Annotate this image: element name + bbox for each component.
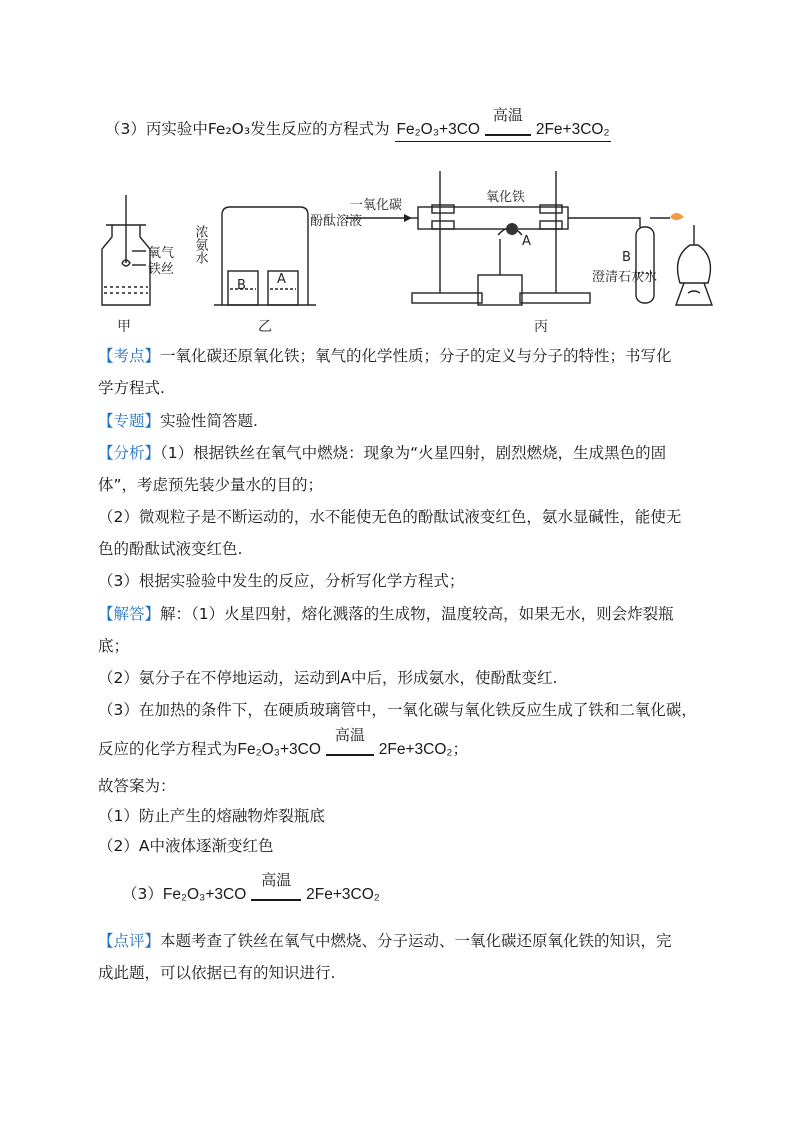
q3-lhs: Fe₂O₃+3CO — [396, 121, 480, 138]
answer-3-prefix: （3） — [122, 885, 163, 903]
kaodian-text1: 一氧化碳还原氧化铁；氧气的化学性质；分子的定义与分子的特性；书写化 — [160, 347, 672, 365]
jieda-condition-arrow — [326, 726, 374, 760]
bell-jar-yi — [214, 207, 316, 305]
experiment-figure — [0, 165, 800, 335]
answer-3-lhs: Fe₂O₃+3CO — [162, 886, 247, 903]
jieda-equation-line — [98, 726, 468, 761]
kaodian-tag: 【考点】 — [98, 347, 161, 365]
label-ammonia: 浓氨水 — [192, 225, 208, 264]
caption-jia: 甲 — [117, 319, 131, 335]
fenxi-line — [98, 442, 666, 464]
q3-rhs: 2Fe+3CO₂ — [535, 121, 610, 138]
caption-yi: 乙 — [258, 319, 272, 335]
answer-2: （2）A中液体逐渐变红色 — [98, 837, 274, 855]
kaodian-line2: 学方程式. — [98, 379, 165, 397]
dianping-line — [98, 930, 672, 952]
q3-answer-blank — [395, 106, 612, 142]
fenxi-p1a: （1）根据铁丝在氧气中燃烧：现象为“火星四射，剧烈燃烧，生成黑色的固 — [160, 444, 667, 462]
jieda-p1b: 底； — [98, 637, 130, 655]
label-iron-oxide: 氧化铁 — [486, 190, 526, 205]
zhuanti-text: 实验性简答题. — [160, 412, 258, 430]
caption-bing: 丙 — [534, 319, 548, 335]
label-oxygen: 氧气 — [148, 246, 175, 261]
label-mark-b: B — [622, 250, 631, 265]
jieda-lhs: Fe₂O₃+3CO — [237, 741, 321, 758]
apparatus-bing — [408, 171, 712, 305]
jieda-line — [98, 603, 674, 625]
answer-3-condition: 高温 — [261, 871, 292, 889]
jieda-p1a: 解：（1）火星四射，熔化溅落的生成物，温度较高，如果无水，则会炸裂瓶 — [160, 605, 674, 623]
dianping-text1: 本题考查了铁丝在氧气中燃烧、分子运动、一氧化碳还原氧化铁的知识，完 — [160, 932, 672, 950]
zhuanti-line — [98, 410, 258, 432]
dianping-line2: 成此题，可以依据已有的知识进行. — [98, 964, 336, 982]
q3-equation-line — [105, 106, 611, 142]
q3-condition-arrow — [485, 106, 531, 140]
label-phenolphthalein: 酚酞溶液 — [310, 214, 363, 229]
jieda-condition: 高温 — [334, 726, 365, 744]
answer-3-condition-arrow — [251, 871, 301, 905]
fenxi-p2b: 色的酚酞试液变红色. — [98, 540, 243, 558]
fenxi-p1b: 体”，考虑预先装少量水的目的； — [98, 476, 324, 494]
label-iron-wire: 铁丝 — [148, 262, 175, 277]
answers-intro: 故答案为： — [98, 777, 176, 795]
jieda-rhs: 2Fe+3CO₂； — [378, 741, 468, 758]
dianping-tag: 【点评】 — [98, 932, 161, 950]
jieda-tag: 【解答】 — [98, 605, 161, 623]
kaodian-line — [98, 345, 672, 367]
q3-condition: 高温 — [492, 106, 523, 124]
fenxi-p2a: （2）微观粒子是不断运动的，水不能使无色的酚酞试液变红色，氨水显碱性，能使无 — [98, 508, 682, 526]
answer-1: （1）防止产生的熔融物炸裂瓶底 — [98, 807, 325, 825]
jieda-p2: （2）氨分子在不停地运动，运动到A中后，形成氨水，使酚酞变红. — [98, 669, 558, 687]
label-mark-a: A — [522, 234, 531, 249]
answer-3 — [122, 871, 380, 906]
jar-jia — [102, 195, 150, 305]
beaker-b-label: B — [237, 278, 246, 293]
fenxi-tag: 【分析】 — [98, 444, 161, 462]
zhuanti-tag: 【专题】 — [98, 412, 161, 430]
beaker-a-label: A — [277, 272, 286, 287]
answer-3-rhs: 2Fe+3CO₂ — [306, 886, 380, 903]
label-limewater: 澄清石灰水 — [592, 270, 658, 285]
jieda-p3b-prefix: 反应的化学方程式为 — [98, 740, 238, 758]
jieda-p3a: （3）在加热的条件下，在硬质玻璃管中，一氧化碳与氧化铁反应生成了铁和二氧化碳， — [98, 701, 697, 719]
fenxi-p3: （3）根据实验验中发生的反应，分析写化学方程式； — [98, 572, 465, 590]
q3-prefix: （3）丙实验中Fe₂O₃发生反应的方程式为 — [105, 120, 390, 138]
label-co-inlet: 一氧化碳 — [350, 198, 403, 213]
